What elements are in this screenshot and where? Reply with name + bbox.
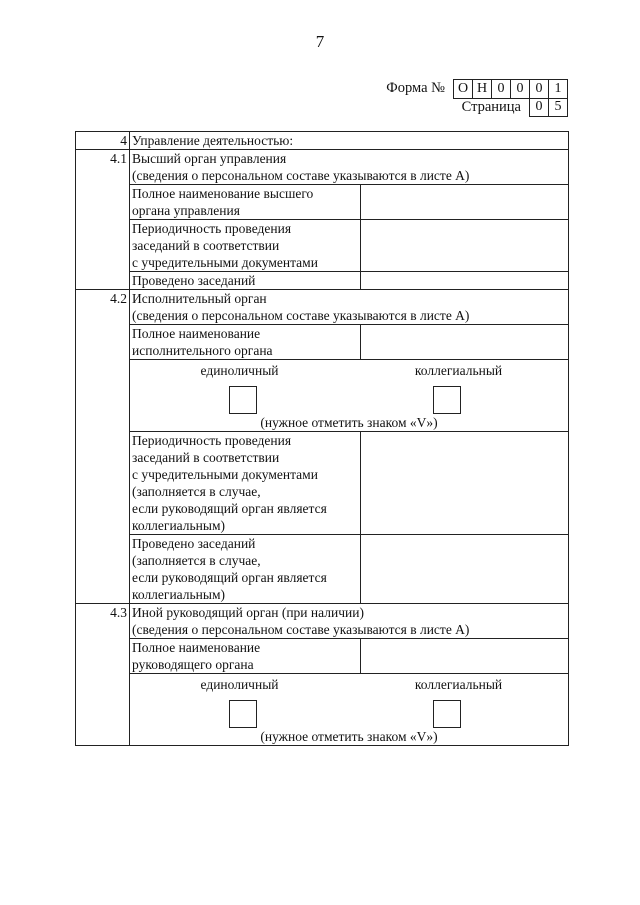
subsection-title [130,150,569,185]
choice-row [76,360,569,432]
form-header [386,79,568,117]
table-row [76,272,569,290]
table-row [76,325,569,360]
subsection-row-4-2 [76,290,569,325]
section-title: Управление деятельностью: [130,132,569,150]
table-row [76,220,569,272]
subsection-note-line: (сведения о персональном составе указываются в листе А) [132,622,470,637]
subsection-number: 4.1 [76,150,130,290]
label-line: заседаний в соответствии [132,238,280,253]
full-name-supreme-body-input[interactable] [361,185,569,220]
form-number-row [386,79,568,98]
form-number-label: Форма № [386,80,445,96]
meeting-frequency-input[interactable] [361,220,569,272]
label-line: Проведено заседаний [132,273,256,288]
page-cells [529,98,568,117]
subsection-title-line: Исполнительный орган [132,291,267,306]
choice-note: (нужное отметить знаком «V») [260,415,438,430]
sole-checkbox[interactable] [229,386,257,414]
form-code-cell[interactable]: 0 [491,79,510,99]
body-type-choice [130,674,569,746]
label-line: (заполняется в случае, [132,484,261,499]
choice-row [76,674,569,746]
meetings-held-input[interactable] [361,535,569,604]
meetings-held-input[interactable] [361,272,569,290]
subsection-title-line: Иной руководящий орган (при наличии) [132,605,364,620]
table-row [76,185,569,220]
subsection-title [130,290,569,325]
section-row [76,132,569,150]
form-code-cell[interactable]: 1 [548,79,568,99]
full-name-other-body-input[interactable] [361,639,569,674]
label-line: Периодичность проведения [132,433,292,448]
form-code-cell[interactable]: О [453,79,472,99]
label-line: Полное наименование высшего [132,186,314,201]
label-line: (заполняется в случае, [132,553,261,568]
choice-label: единоличный [200,677,279,692]
management-table [75,131,569,746]
form-code-cell[interactable]: 0 [529,79,548,99]
label-line: заседаний в соответствии [132,450,280,465]
collegial-checkbox[interactable] [433,700,461,728]
label-line: с учредительными документами [132,467,318,482]
form-number-cells [453,79,568,98]
choice-sole [130,676,349,728]
choice-note: (нужное отметить знаком «V») [260,729,438,744]
table-row [76,535,569,604]
table-row [76,639,569,674]
field-label [130,272,361,290]
label-line: Полное наименование [132,640,261,655]
label-line: с учредительными документами [132,255,318,270]
field-label [130,432,361,535]
field-label [130,185,361,220]
choice-collegial [349,676,568,728]
form-code-cell[interactable]: 0 [510,79,529,99]
label-line: если руководящий орган является [132,501,327,516]
label-line: Периодичность проведения [132,221,292,236]
subsection-note-line: (сведения о персональном составе указываются в листе А) [132,168,470,183]
page-label: Страница [461,99,521,115]
label-line: органа управления [132,203,240,218]
label-line: Полное наименование [132,326,261,341]
choice-label: единоличный [200,363,279,378]
choice-sole [130,362,349,414]
subsection-row-4-3 [76,604,569,639]
label-line: коллегиальным) [132,587,226,602]
label-line: исполнительного органа [132,343,273,358]
label-line: если руководящий орган является [132,570,327,585]
label-line: Проведено заседаний [132,536,256,551]
subsection-title [130,604,569,639]
sole-checkbox[interactable] [229,700,257,728]
subsection-row-4-1 [76,150,569,185]
meeting-frequency-input[interactable] [361,432,569,535]
section-number: 4 [76,132,130,150]
field-label [130,220,361,272]
subsection-number: 4.3 [76,604,130,746]
subsection-number: 4.2 [76,290,130,604]
form-code-cell[interactable]: Н [472,79,491,99]
subsection-note-line: (сведения о персональном составе указываются в листе А) [132,308,470,323]
page-number: 7 [315,32,325,51]
page-row [386,98,568,117]
body-type-choice [130,360,569,432]
collegial-checkbox[interactable] [433,386,461,414]
label-line: коллегиальным) [132,518,226,533]
choice-label: коллегиальный [414,677,503,692]
table-row [76,432,569,535]
choice-collegial [349,362,568,414]
full-name-executive-body-input[interactable] [361,325,569,360]
field-label [130,639,361,674]
choice-label: коллегиальный [414,363,503,378]
page-code-cell[interactable]: 5 [548,98,568,117]
page-code-cell[interactable]: 0 [529,98,548,117]
label-line: руководящего органа [132,657,254,672]
subsection-title-line: Высший орган управления [132,151,287,166]
field-label [130,325,361,360]
field-label [130,535,361,604]
